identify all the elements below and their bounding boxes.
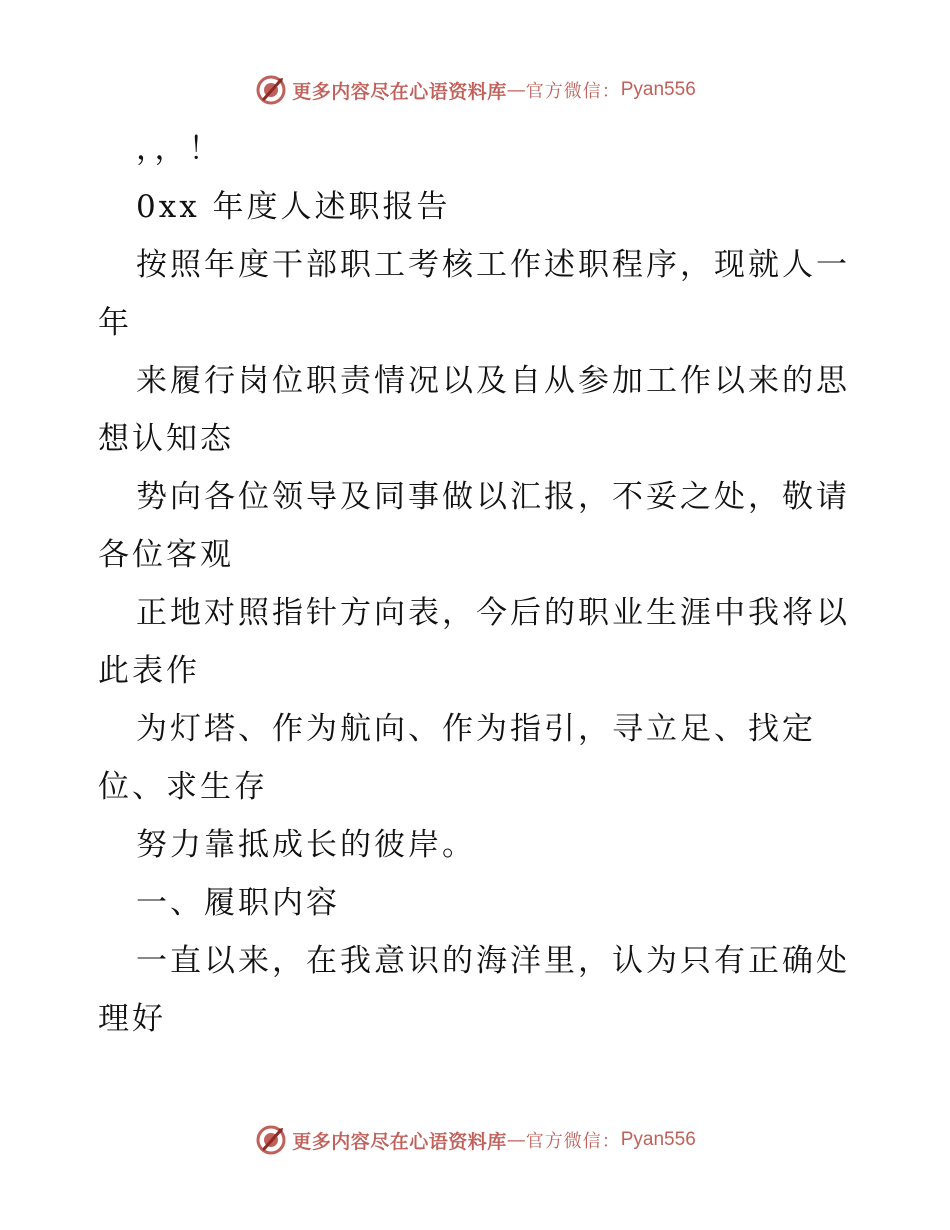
text-line: 一直以来，在我意识的海洋里，认为只有正确处	[136, 943, 850, 979]
footer-banner	[0, 1120, 950, 1160]
document-title: 0xx 年度人述职报告	[136, 189, 451, 225]
banner-account-id: Pyan556	[620, 79, 696, 100]
banner-account-id: Pyan556	[620, 1129, 696, 1150]
header-banner	[0, 70, 950, 110]
logo-icon	[254, 73, 288, 107]
banner-account-label: 官方微信：	[525, 1131, 621, 1152]
banner-brand: 更多内容尽在心语资料库	[292, 80, 507, 103]
text-line: 势向各位领导及同事做以汇报，不妥之处，敬请	[136, 479, 850, 515]
document-body	[98, 120, 858, 1048]
section-heading: 一、履职内容	[136, 885, 340, 921]
text-line: 正地对照指针方向表，今后的职业生涯中我将以	[136, 595, 850, 631]
text-line: 理好	[98, 1001, 166, 1037]
banner-account-label: 官方微信：	[525, 81, 621, 102]
text-line: 位、求生存	[98, 769, 268, 805]
text-line: ，，！	[136, 131, 223, 167]
text-line: 来履行岗位职责情况以及自从参加工作以来的思	[136, 363, 850, 399]
banner-dash: —	[506, 79, 526, 101]
logo-icon	[254, 1123, 288, 1157]
text-line: 努力靠抵成长的彼岸。	[136, 827, 476, 863]
banner-dash: —	[506, 1129, 526, 1151]
text-line: 按照年度干部职工考核工作述职程序，现就人一	[136, 247, 850, 283]
banner-brand: 更多内容尽在心语资料库	[292, 1130, 507, 1153]
text-line: 年	[98, 305, 132, 341]
text-line: 此表作	[98, 653, 200, 689]
text-line: 为灯塔、作为航向、作为指引，寻立足、找定	[136, 711, 816, 747]
text-line: 想认知态	[98, 421, 234, 457]
text-line: 各位客观	[98, 537, 234, 573]
